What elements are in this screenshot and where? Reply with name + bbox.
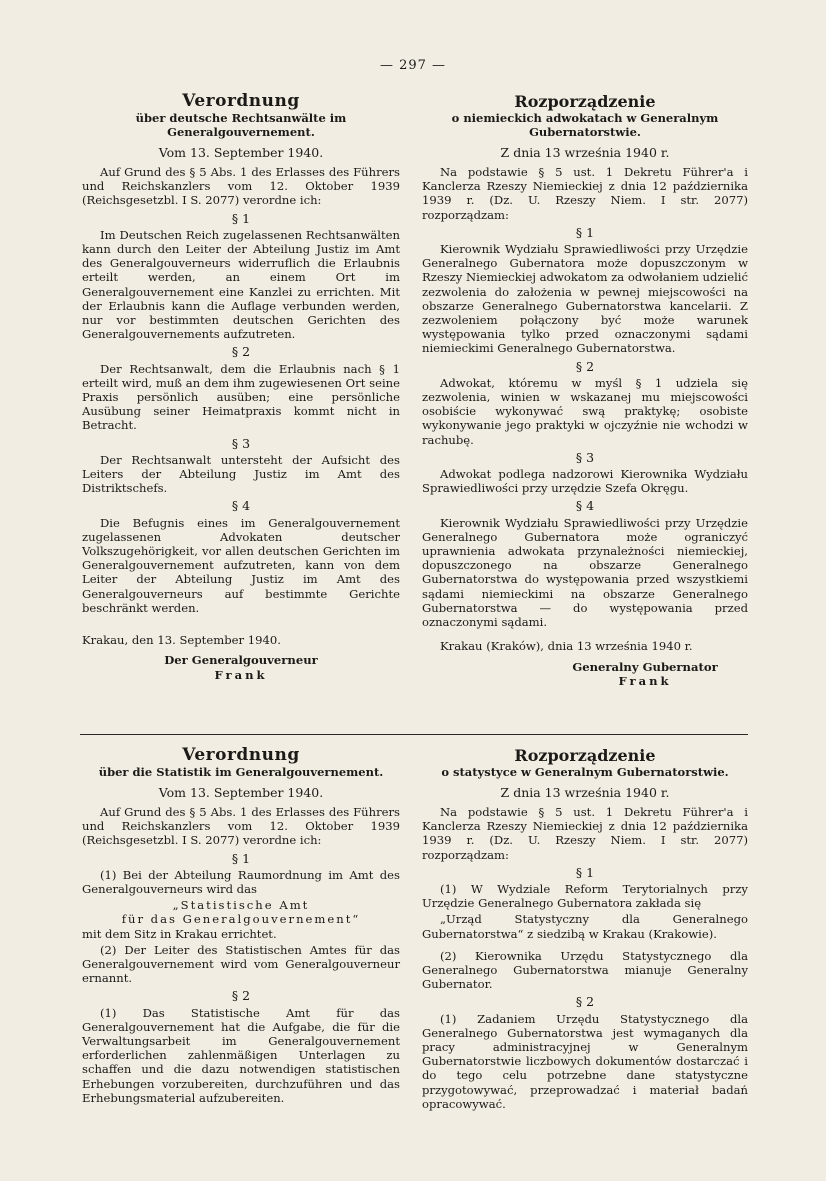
section-text: Der Rechtsanwalt untersteht der Aufsicht des Leiters der Abteilung Justiz im Amt des Distriktschefs. — [82, 452, 400, 496]
section-text: Adwokat podlega nadzorowi Kierownika Wydziału Sprawiedliwości przy urzędzie Szefa Okręgu. — [422, 467, 748, 496]
ordinance-subtitle: o niemieckich adwokatach w Generalnym Gubernatorstwie. — [451, 111, 719, 139]
ordinance-title: Verordnung — [182, 91, 300, 111]
ordinance-subtitle: o statystyce w Generalnym Gubernatorstwie. — [441, 765, 729, 779]
ordinance-lawyers-polish — [422, 92, 748, 688]
ordinance-intro: Auf Grund des § 5 Abs. 1 des Erlasses des Führers und Reichskanzlers vom 12. Oktober 1939 (Reichsgesetzbl. I S. 2077) verordne ich: — [82, 165, 400, 208]
section-text: (1) Zadaniem Urzędu Statystycznego dla Generalnego Gubernatorstwa jest wymaganych dla pracy administracyjnej w Generalnym Gubernatorstwie liczbowych dokumentów dostarczać i do tego celu potrzebne dane statystyczne przygotowywać, przeprowadzać i materiał badań opracowywać. — [422, 1011, 748, 1111]
section-mark: § 1 — [231, 850, 251, 866]
section-mark: § 2 — [575, 994, 595, 1010]
ordinance-intro: Na podstawie § 5 ust. 1 Dekretu Führer'a i Kanclerza Rzeszy Niemieckiej z dnia 12 października 1939 r. (Dz. U. Rzeszy Niem. I str. 2077) rozporządzam: — [422, 165, 748, 222]
signature-name: Frank — [618, 673, 672, 688]
office-name: „Urząd Statystyczny dla Generalnego Gubernatorstwa“ z siedzibą w Krakau (Krakowie). — [422, 912, 748, 941]
section-text: Kierownik Wydziału Sprawiedliwości przy Urzędzie Generalnego Gubernatora może dopuszczonym w Rzeszy Niemieckiej adwokatom za odwołaniem udzielić zezwolenia do założenia w pewnej miejscowości na obszarze Generalnego Gubernatorstwa kancelarii. Z zezwoleniem połączony być może warunek występowania tylko przed oznaczonymi sądami niemieckimi Generalnego Gubernatorstwa. — [422, 242, 749, 356]
page-number: — 297 — — [379, 58, 447, 73]
section-mark: § 3 — [575, 449, 595, 465]
section-mark: § 2 — [575, 358, 595, 374]
section-text: (1) Das Statistische Amt für das Generalgouvernement hat die Aufgabe, die für die Verwaltungsarbeit im Generalgouvernement erforderlichen zahlenmäßigen Unterlagen zu schaffen und die dazu notwendigen statistischen Erhebungen vorzubereiten, durchzuführen und das Erhebungsmaterial aufzubereiten. — [82, 1005, 400, 1105]
section-mark: § 2 — [231, 344, 251, 360]
signature-name: Frank — [214, 667, 268, 682]
section-text: Der Rechtsanwalt, dem die Erlaubnis nach § 1 erteilt wird, muß an dem ihm zugewiesenen Ort seine Praxis persönlich ausüben; eine persönliche Ausübung seiner Heimatpraxis kommt nicht in Betracht. — [82, 361, 400, 433]
ordinance-title: Rozporządzenie — [514, 746, 656, 765]
place-date: Krakau, den 13. September 1940. — [82, 633, 281, 648]
signature-title: Der Generalgouverneur — [164, 653, 318, 668]
section-text: mit dem Sitz in Krakau errichtet. — [82, 926, 277, 941]
office-name: „Statistische Amt — [172, 898, 310, 913]
section-text: Kierownik Wydziału Sprawiedliwości przy Urzędzie Generalnego Gubernatora może ograniczyć uprawnienia adwokata przynależności niemieckiej, dopuszczonego na obszarze Generalnego Gubernatorstwa do występowania przed wszystkiemi sądami niemieckimi na obszarze Generalnego Gubernatorstwa — do występowania przed oznaczonymi sądami. — [422, 515, 748, 630]
ordinance-date: Z dnia 13 września 1940 r. — [500, 145, 670, 160]
section-divider — [80, 734, 748, 735]
section-mark: § 3 — [231, 435, 251, 451]
ordinance-title: Rozporządzenie — [514, 92, 656, 111]
ordinance-intro: Na podstawie § 5 ust. 1 Dekretu Führer'a i Kanclerza Rzeszy Niemieckiej z dnia 12 października 1939 r. (Dz. U. Rzeszy Niem. I str. 2077) rozporządzam: — [422, 805, 748, 862]
ordinance-lawyers-german — [82, 92, 400, 682]
section-mark: § 1 — [575, 224, 595, 240]
section-text: Adwokat, któremu w myśl § 1 udziela się zezwolenia, winien w wskazanej mu miejscowości osobiście wykonywać swą praktykę; osobiste wykonywanie jego praktyki w ojczyźnie nie wchodzi w rachubę. — [422, 375, 748, 447]
ordinance-date: Vom 13. September 1940. — [158, 145, 324, 160]
signature-title: Generalny Gubernator — [572, 659, 718, 674]
section-mark: § 4 — [231, 498, 251, 514]
ordinance-title: Verordnung — [182, 745, 300, 765]
section-text: (1) Bei der Abteilung Raumordnung im Amt des Generalgouverneurs wird das — [82, 867, 400, 897]
ordinance-statistics-polish — [422, 746, 748, 1113]
section-text: (1) W Wydziale Reform Terytorialnych przy Urzędzie Generalnego Gubernatora zakłada się — [422, 882, 748, 911]
section-text: Im Deutschen Reich zugelassenen Rechtsanwälten kann durch den Leiter der Abteilung Justiz im Amt des Generalgouverneurs widerruflich die Erlaubnis erteilt werden, an einem Ort im Generalgouvernement eine Kanzlei zu errichten. Mit der Erlaubnis kann die Auflage verbunden werden, nur vor bestimmten deutschen Gerichten des Generalgouvernements aufzutreten. — [82, 227, 400, 342]
signature-block — [542, 660, 748, 688]
ordinance-subtitle: über deutsche Rechtsanwälte im Generalgouvernement. — [135, 111, 347, 139]
section-text: Die Befugnis eines im Generalgouvernement zugelassenen Advokaten deutscher Volkszugehörigkeit, vor allen deutschen Gerichten im Generalgouvernement aufzutreten, kann von dem Leiter der Abteilung Justiz im Amt des Generalgouverneurs auf bestimmte Gerichte beschränkt werden. — [82, 515, 400, 615]
ordinance-intro: Auf Grund des § 5 Abs. 1 des Erlasses des Führers und Reichskanzlers vom 12. Oktober 1939 (Reichsgesetzbl. I S. 2077) verordne ich: — [82, 805, 400, 848]
section-mark: § 1 — [231, 210, 251, 226]
ordinance-statistics-german — [82, 746, 400, 1107]
ordinance-date: Vom 13. September 1940. — [158, 785, 324, 800]
section-mark: § 1 — [575, 864, 595, 880]
place-date: Krakau (Kraków), dnia 13 września 1940 r. — [440, 639, 693, 654]
ordinance-date: Z dnia 13 września 1940 r. — [500, 785, 670, 800]
section-mark: § 2 — [231, 988, 251, 1004]
ordinance-subtitle: über die Statistik im Generalgouvernement. — [98, 765, 384, 779]
office-name-continued: für das Generalgouvernement“ — [121, 912, 361, 927]
section-text: (2) Kierownika Urzędu Statystycznego dla Generalnego Gubernatorstwa mianuje Generalny Gubernator. — [422, 948, 748, 992]
section-text: (2) Der Leiter des Statistischen Amtes für das Generalgouvernement wird vom Generalgouverneur ernannt. — [82, 942, 400, 986]
section-mark: § 4 — [575, 498, 595, 514]
